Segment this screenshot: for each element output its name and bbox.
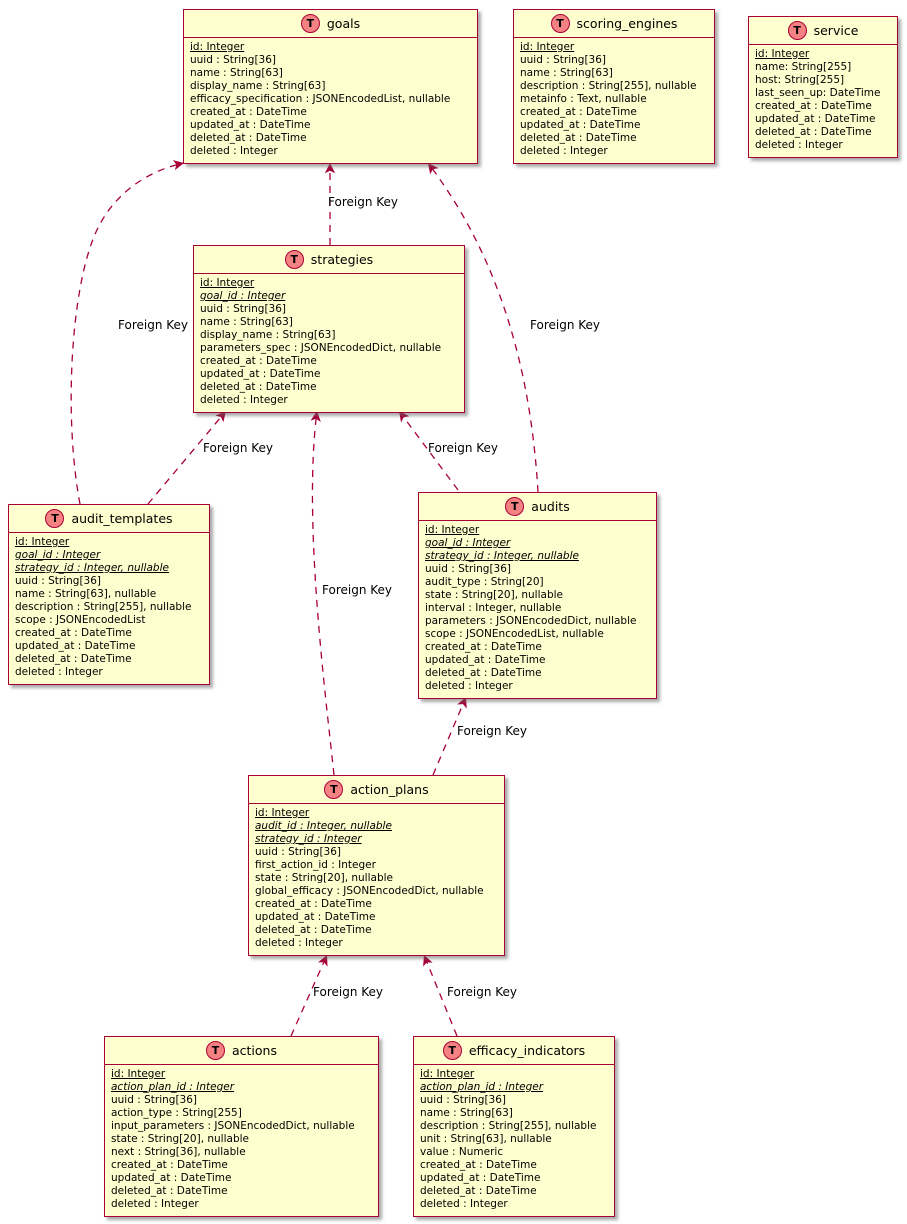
field-row: id: Integer <box>420 1068 475 1080</box>
field-row: last_seen_up: DateTime <box>755 87 881 99</box>
field-row: parameters : JSONEncodedDict, nullable <box>425 615 637 627</box>
field-row: deleted : Integer <box>520 145 608 157</box>
field-row: first_action_id : Integer <box>255 859 376 871</box>
field-row: uuid : String[36] <box>425 563 511 575</box>
table-header-goals <box>184 10 477 38</box>
field-row: id: Integer <box>111 1068 166 1080</box>
field-row: deleted : Integer <box>420 1198 508 1210</box>
field-row: deleted : Integer <box>425 680 513 692</box>
edge-label-action_plans-to-audits: Foreign Key <box>457 724 527 738</box>
table-name: service <box>813 23 859 38</box>
table-header-efficacy_indicators <box>414 1037 614 1065</box>
field-row: value : Numeric <box>420 1146 504 1158</box>
field-row: created_at : DateTime <box>111 1159 228 1171</box>
field-row: updated_at : DateTime <box>425 654 546 666</box>
field-row: deleted_at : DateTime <box>255 924 372 936</box>
field-row: deleted : Integer <box>755 139 843 151</box>
field-row: deleted : Integer <box>200 394 288 406</box>
field-row: display_name : String[63] <box>200 329 336 341</box>
field-row: deleted_at : DateTime <box>15 653 132 665</box>
table-name: strategies <box>310 252 374 267</box>
field-row: interval : Integer, nullable <box>425 602 562 614</box>
field-row: state : String[20], nullable <box>425 589 563 601</box>
field-row: updated_at : DateTime <box>420 1172 541 1184</box>
table-audit_templates <box>8 504 210 685</box>
edge-label-audits-to-goals: Foreign Key <box>530 318 600 332</box>
field-row: id: Integer <box>425 524 480 536</box>
fk-edge-audit_templates-to-strategies <box>148 411 226 504</box>
table-header-action_plans <box>249 776 504 804</box>
field-row: name : String[63], nullable <box>15 588 157 600</box>
field-row: deleted_at : DateTime <box>111 1185 228 1197</box>
field-row: deleted : Integer <box>15 666 103 678</box>
field-row: scope : JSONEncodedList, nullable <box>425 628 604 640</box>
field-row: updated_at : DateTime <box>255 911 376 923</box>
field-row: name : String[63] <box>420 1107 513 1119</box>
field-row: name : String[63] <box>200 316 293 328</box>
field-row: description : String[255], nullable <box>15 601 192 613</box>
edge-label-actions-to-action_plans: Foreign Key <box>313 985 383 999</box>
field-row: created_at : DateTime <box>200 355 317 367</box>
field-row: name: String[255] <box>755 61 852 73</box>
field-row: uuid : String[36] <box>15 575 101 587</box>
field-row: action_plan_id : Integer <box>111 1081 235 1093</box>
field-row: next : String[36], nullable <box>111 1146 246 1158</box>
field-row: name : String[63] <box>520 67 613 79</box>
table-fields-scoring_engines <box>514 38 714 163</box>
table-fields-service <box>749 45 897 157</box>
table-service <box>748 16 898 158</box>
field-row: uuid : String[36] <box>111 1094 197 1106</box>
table-header-audits <box>419 493 656 521</box>
field-row: updated_at : DateTime <box>755 113 876 125</box>
field-row: updated_at : DateTime <box>111 1172 232 1184</box>
field-row: created_at : DateTime <box>420 1159 537 1171</box>
field-row: deleted_at : DateTime <box>755 126 872 138</box>
field-row: description : String[255], nullable <box>520 80 697 92</box>
table-header-service <box>749 17 897 45</box>
table-spot-icon: T <box>301 14 320 33</box>
field-row: action_type : String[255] <box>111 1107 242 1119</box>
table-spot-icon: T <box>788 21 807 40</box>
field-row: id: Integer <box>190 41 245 53</box>
table-fields-efficacy_indicators <box>414 1065 614 1216</box>
field-row: uuid : String[36] <box>520 54 606 66</box>
field-row: state : String[20], nullable <box>255 872 393 884</box>
field-row: deleted_at : DateTime <box>190 132 307 144</box>
field-row: state : String[20], nullable <box>111 1133 249 1145</box>
field-row: goal_id : Integer <box>425 537 511 549</box>
field-row: updated_at : DateTime <box>200 368 321 380</box>
field-row: deleted_at : DateTime <box>520 132 637 144</box>
table-actions <box>104 1036 379 1217</box>
field-row: action_plan_id : Integer <box>420 1081 544 1093</box>
field-row: display_name : String[63] <box>190 80 326 92</box>
table-fields-actions <box>105 1065 378 1216</box>
field-row: uuid : String[36] <box>255 846 341 858</box>
table-audits <box>418 492 657 699</box>
field-row: created_at : DateTime <box>15 627 132 639</box>
table-name: goals <box>326 16 361 31</box>
table-action_plans <box>248 775 505 956</box>
field-row: name : String[63] <box>190 67 283 79</box>
edge-label-audit_templates-to-goals: Foreign Key <box>118 318 188 332</box>
table-header-strategies <box>194 246 464 274</box>
table-fields-action_plans <box>249 804 504 955</box>
field-row: parameters_spec : JSONEncodedDict, nullable <box>200 342 442 354</box>
fk-edge-audit_templates-to-goals <box>71 163 184 504</box>
table-scoring_engines <box>513 9 715 164</box>
field-row: host: String[255] <box>755 74 845 86</box>
table-spot-icon: T <box>324 780 343 799</box>
field-row: created_at : DateTime <box>425 641 542 653</box>
field-row: metainfo : Text, nullable <box>520 93 647 105</box>
field-row: id: Integer <box>15 536 70 548</box>
field-row: deleted : Integer <box>255 937 343 949</box>
edge-label-action_plans-to-strategies: Foreign Key <box>322 583 392 597</box>
field-row: deleted : Integer <box>190 145 278 157</box>
field-row: created_at : DateTime <box>190 106 307 118</box>
table-spot-icon: T <box>285 250 304 269</box>
edge-label-strategies-to-goals: Foreign Key <box>328 195 398 209</box>
field-row: uuid : String[36] <box>200 303 286 315</box>
field-row: id: Integer <box>520 41 575 53</box>
field-row: unit : String[63], nullable <box>420 1133 552 1145</box>
table-name: scoring_engines <box>576 16 678 31</box>
field-row: strategy_id : Integer, nullable <box>425 550 579 562</box>
table-fields-audit_templates <box>9 533 209 684</box>
field-row: global_efficacy : JSONEncodedDict, nullable <box>255 885 484 897</box>
table-fields-audits <box>419 521 656 698</box>
field-row: deleted : Integer <box>111 1198 199 1210</box>
field-row: audit_type : String[20] <box>425 576 544 588</box>
table-header-audit_templates <box>9 505 209 533</box>
table-spot-icon: T <box>45 509 64 528</box>
field-row: deleted_at : DateTime <box>200 381 317 393</box>
field-row: updated_at : DateTime <box>190 119 311 131</box>
table-header-actions <box>105 1037 378 1065</box>
field-row: goal_id : Integer <box>15 549 101 561</box>
table-spot-icon: T <box>551 14 570 33</box>
field-row: description : String[255], nullable <box>420 1120 597 1132</box>
field-row: created_at : DateTime <box>255 898 372 910</box>
field-row: input_parameters : JSONEncodedDict, nullable <box>111 1120 355 1132</box>
table-fields-strategies <box>194 274 464 412</box>
edge-label-audits-to-strategies: Foreign Key <box>428 441 498 455</box>
table-strategies <box>193 245 465 413</box>
table-name: action_plans <box>350 782 429 797</box>
table-header-scoring_engines <box>514 10 714 38</box>
field-row: id: Integer <box>755 48 810 60</box>
edge-label-audit_templates-to-strategies: Foreign Key <box>203 441 273 455</box>
field-row: deleted_at : DateTime <box>420 1185 537 1197</box>
field-row: strategy_id : Integer, nullable <box>15 562 169 574</box>
field-row: strategy_id : Integer <box>255 833 362 845</box>
table-name: audit_templates <box>71 511 173 526</box>
table-name: efficacy_indicators <box>468 1043 586 1058</box>
field-row: created_at : DateTime <box>520 106 637 118</box>
field-row: goal_id : Integer <box>200 290 286 302</box>
field-row: created_at : DateTime <box>755 100 872 112</box>
field-row: id: Integer <box>255 807 310 819</box>
table-spot-icon: T <box>505 497 524 516</box>
table-spot-icon: T <box>443 1041 462 1060</box>
edge-label-efficacy_indicators-to-action_plans: Foreign Key <box>447 985 517 999</box>
field-row: uuid : String[36] <box>420 1094 506 1106</box>
field-row: updated_at : DateTime <box>520 119 641 131</box>
field-row: deleted_at : DateTime <box>425 667 542 679</box>
field-row: updated_at : DateTime <box>15 640 136 652</box>
table-goals <box>183 9 478 164</box>
field-row: audit_id : Integer, nullable <box>255 820 392 832</box>
field-row: id: Integer <box>200 277 255 289</box>
table-efficacy_indicators <box>413 1036 615 1217</box>
table-name: audits <box>531 499 570 514</box>
table-spot-icon: T <box>206 1041 225 1060</box>
field-row: scope : JSONEncodedList <box>15 614 146 626</box>
table-fields-goals <box>184 38 477 163</box>
field-row: efficacy_specification : JSONEncodedList, nullable <box>190 93 451 105</box>
table-name: actions <box>232 1043 277 1058</box>
field-row: uuid : String[36] <box>190 54 276 66</box>
